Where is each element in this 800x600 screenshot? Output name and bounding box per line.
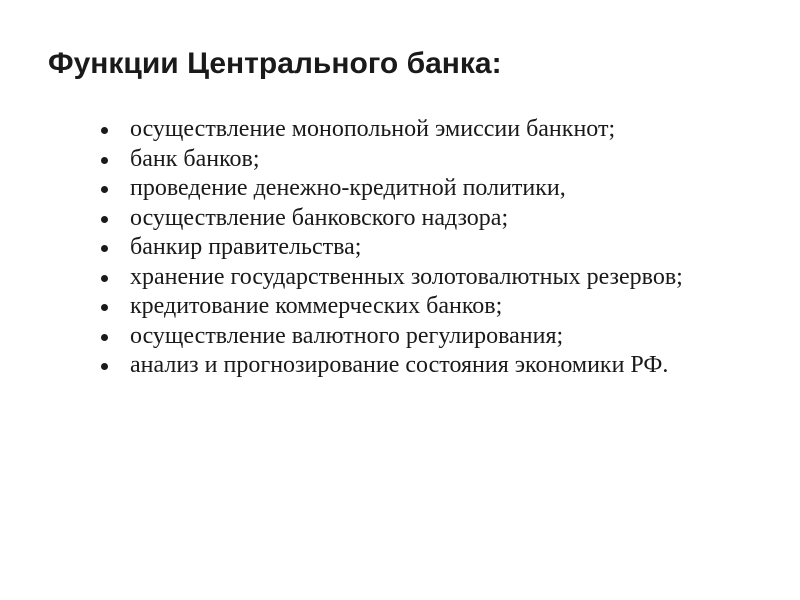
list-item-text: осуществление монопольной эмиссии банкнот;	[130, 116, 616, 142]
bullet-dot-icon	[101, 216, 108, 223]
bullet-dot-icon	[101, 304, 108, 311]
list-item	[96, 324, 756, 349]
list-item-text: проведение денежно-кредитной политики,	[130, 175, 566, 201]
list-item	[96, 206, 756, 231]
list-item	[96, 147, 756, 172]
list-item-text: банк банков;	[130, 145, 260, 172]
bullet-list	[96, 117, 756, 383]
list-item-text: банкир правительства;	[130, 234, 362, 260]
list-item-text: кредитование коммерческих банков;	[130, 293, 503, 319]
bullet-dot-icon	[101, 157, 108, 164]
list-item	[96, 265, 756, 290]
list-item-text: хранение государственных золотовалютных резервов;	[130, 263, 683, 290]
list-item	[96, 117, 756, 142]
list-item-text: анализ и прогнозирование состояния экономики РФ.	[130, 352, 669, 378]
bullet-dot-icon	[101, 186, 108, 193]
bullet-dot-icon	[101, 275, 108, 282]
list-item	[96, 176, 756, 201]
list-item	[96, 294, 756, 319]
bullet-dot-icon	[101, 127, 108, 134]
list-item-text: осуществление валютного регулирования;	[130, 322, 564, 349]
slide-title: Функции Центрального банка:	[48, 47, 502, 80]
list-item	[96, 235, 756, 260]
bullet-dot-icon	[101, 245, 108, 252]
bullet-dot-icon	[101, 334, 108, 341]
list-item-text: осуществление банковского надзора;	[130, 204, 509, 231]
list-item	[96, 353, 756, 378]
bullet-dot-icon	[101, 363, 108, 370]
